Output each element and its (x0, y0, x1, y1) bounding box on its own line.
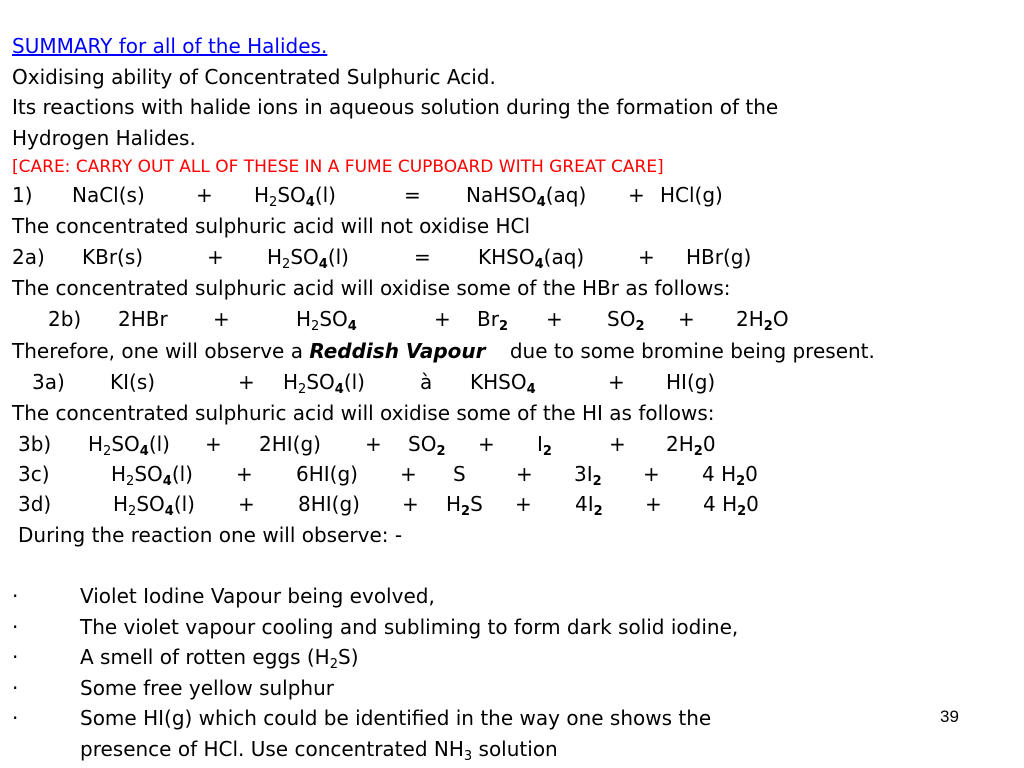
observe-intro: During the reaction one will observe: - (18, 523, 403, 547)
eq-number: 3b) (18, 432, 52, 456)
note-line: The concentrated sulphuric acid will oxidise some of the HI as follows: (12, 401, 715, 425)
intro-line-2: Hydrogen Halides. (12, 126, 196, 150)
plus-sign: + (645, 492, 662, 516)
list-item-text: Some HI(g) which could be identified in the way one shows the (80, 706, 712, 730)
plus-sign: + (400, 462, 417, 486)
product: HCl(g) (660, 183, 723, 207)
plus-sign: + (516, 462, 533, 486)
plus-sign: + (207, 245, 224, 269)
plus-sign: + (515, 492, 532, 516)
arrow-symbol: à (420, 370, 433, 394)
reactant: KI(s) (110, 370, 156, 394)
list-item-text: A smell of rotten eggs $(H_2S)$ (80, 645, 359, 672)
reactant: $H_2SO_4(l)$ (267, 245, 349, 272)
bullet-dot-icon: · (12, 645, 19, 669)
list-item-text: Some free yellow sulphur (80, 676, 334, 700)
plus-sign: + (608, 370, 625, 394)
reddish-vapour-emphasis: Reddish Vapour (309, 339, 486, 363)
reactant: NaCl(s) (72, 183, 145, 207)
eq-number: 1) (12, 183, 33, 207)
product: 4 $H_20$ (703, 492, 759, 519)
observation-line: Therefore, one will observe a Reddish Vapour due to some bromine being present. (12, 339, 875, 363)
reactant: 8HI(g) (298, 492, 360, 516)
reactant: 2HI(g) (259, 432, 321, 456)
reactant: $H_2SO_4(l)$ (113, 492, 195, 519)
bullet-dot-icon: · (12, 584, 19, 608)
product: $I_2$ (537, 432, 552, 459)
product: $SO_2$ (607, 307, 645, 334)
plus-sign: + (365, 432, 382, 456)
plus-sign: + (434, 307, 451, 331)
eq-number: 2b) (48, 307, 82, 331)
plus-sign: + (478, 432, 495, 456)
product: HBr(g) (686, 245, 752, 269)
plus-sign: + (238, 370, 255, 394)
reactant: 6HI(g) (296, 462, 358, 486)
plus-sign: + (213, 307, 230, 331)
product: $Br_2$ (477, 307, 508, 334)
reactant: $H_2SO_4(l)$ (88, 432, 170, 459)
eq-number: 3d) (18, 492, 52, 516)
reactant: $H_2SO_4(l)$ (254, 183, 336, 210)
product: $4I_2$ (575, 492, 603, 519)
product: NaHSO$_4$(aq) (466, 183, 587, 210)
reactant: $H_2SO_4$ (296, 307, 357, 334)
plus-sign: + (643, 462, 660, 486)
note-line: The concentrated sulphuric acid will oxidise some of the HBr as follows: (12, 276, 731, 300)
plus-sign: + (205, 432, 222, 456)
equals-sign: = (414, 245, 431, 269)
bullet-dot-icon: · (12, 615, 19, 639)
reactant: $H_2SO_4(l)$ (111, 462, 193, 489)
equals-sign: = (404, 183, 421, 207)
slide-title: SUMMARY for all of the Halides. (12, 34, 328, 58)
product: S (453, 462, 466, 486)
product: HI(g) (666, 370, 716, 394)
note-line: The concentrated sulphuric acid will not oxidise HCl (12, 214, 531, 238)
eq-number: 3c) (18, 462, 50, 486)
plus-sign: + (638, 245, 655, 269)
product: $2H_2O$ (736, 307, 789, 334)
list-item-text-continued: presence of HCl. Use concentrated $NH_3$ solution (80, 737, 558, 764)
product: $2H_20$ (666, 432, 716, 459)
subtitle-line: Oxidising ability of Concentrated Sulphuric Acid. (12, 65, 496, 89)
eq-number: 2a) (12, 245, 45, 269)
list-item-text: Violet Iodine Vapour being evolved, (80, 584, 435, 608)
product: $3I_2$ (574, 462, 602, 489)
product: $KHSO_4(aq)$ (478, 245, 585, 272)
plus-sign: + (628, 183, 645, 207)
plus-sign: + (678, 307, 695, 331)
intro-line-1: Its reactions with halide ions in aqueous solution during the formation of the (12, 95, 779, 119)
plus-sign: + (196, 183, 213, 207)
reactant: KBr(s) (82, 245, 144, 269)
product: 4 $H_20$ (702, 462, 758, 489)
product: $KHSO_4$ (470, 370, 536, 397)
plus-sign: + (238, 492, 255, 516)
plus-sign: + (546, 307, 563, 331)
eq-number: 3a) (32, 370, 65, 394)
plus-sign: + (236, 462, 253, 486)
care-warning: [CARE: CARRY OUT ALL OF THESE IN A FUME CUPBOARD WITH GREAT CARE] (12, 157, 664, 177)
reactant: $H_2SO_4(l)$ (283, 370, 365, 397)
product: $H_2S$ (446, 492, 483, 519)
page-number: 39 (940, 707, 959, 726)
bullet-dot-icon: · (12, 676, 19, 700)
plus-sign: + (402, 492, 419, 516)
list-item-text: The violet vapour cooling and subliming to form dark solid iodine, (80, 615, 739, 639)
reactant: 2HBr (118, 307, 168, 331)
bullet-dot-icon: · (12, 706, 19, 730)
product: $SO_2$ (408, 432, 446, 459)
plus-sign: + (609, 432, 626, 456)
